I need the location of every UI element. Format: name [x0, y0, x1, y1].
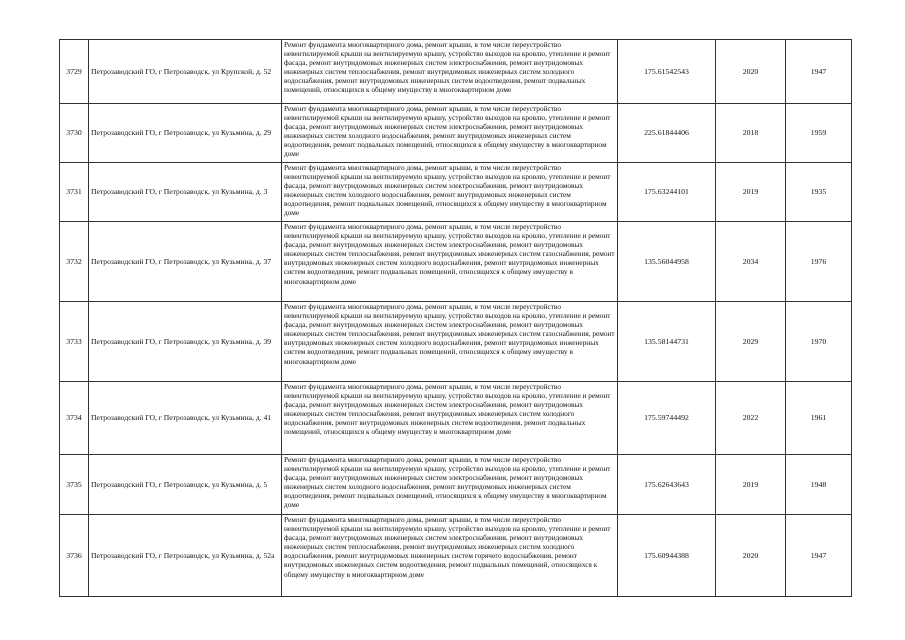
row-number: 3732: [60, 222, 89, 302]
row-number: 3730: [60, 104, 89, 163]
row-number: 3735: [60, 455, 89, 515]
address-cell: Петрозаводский ГО, г Петрозаводск, ул Кузьмина, д. 52а: [89, 515, 282, 597]
row-number: 3731: [60, 163, 89, 222]
capital-repair-table: [59, 39, 852, 597]
repair-year-cell: 2022: [716, 382, 786, 455]
works-cell: Ремонт фундамента многоквартирного дома, ремонт крыши, в том числе переустройство невентилируемой крыши на вентилируемую крышу, устройство выходов на кровлю, утепление и ремонт фасада, ремонт внутридомовых инженерных систем электроснабжения, ремонт внутридомовых инженерных систем холодного водоснабжения, ремонт внутридомовых инженерных систем водоотведения, ремонт подвальных помещений, относящихся к общему имуществу в многоквартирном доме: [282, 455, 618, 515]
repair-year-cell: 2020: [716, 515, 786, 597]
address-cell: Петрозаводский ГО, г Петрозаводск, ул Кузьмина, д. 29: [89, 104, 282, 163]
repair-year-cell: 2034: [716, 222, 786, 302]
built-year-cell: 1947: [786, 515, 852, 597]
address-cell: Петрозаводский ГО, г Петрозаводск, ул Кузьмина, д. 37: [89, 222, 282, 302]
works-cell: Ремонт фундамента многоквартирного дома, ремонт крыши, в том числе переустройство невентилируемой крыши на вентилируемую крышу, устройство выходов на кровлю, утепление и ремонт фасада, ремонт внутридомовых инженерных систем электроснабжения, ремонт внутридомовых инженерных систем теплоснабжения, ремонт внутридомовых инженерных систем холодного водоснабжения, ремонт внутридомовых инженерных систем водоотведения, ремонт подвальных помещений, относящихся к общему имуществу в многоквартирном доме: [282, 40, 618, 104]
cost-cell: 175.63244101: [618, 163, 716, 222]
repair-year-cell: 2019: [716, 163, 786, 222]
built-year-cell: 1961: [786, 382, 852, 455]
built-year-cell: 1959: [786, 104, 852, 163]
address-cell: Петрозаводский ГО, г Петрозаводск, ул Кузьмина, д. 39: [89, 302, 282, 382]
built-year-cell: 1976: [786, 222, 852, 302]
cost-cell: 175.59744492: [618, 382, 716, 455]
repair-year-cell: 2018: [716, 104, 786, 163]
table-body: [60, 40, 852, 597]
table-row: [60, 455, 852, 515]
cost-cell: 135.58144731: [618, 302, 716, 382]
table-row: [60, 302, 852, 382]
table-row: [60, 515, 852, 597]
cost-cell: 135.56044958: [618, 222, 716, 302]
row-number: 3736: [60, 515, 89, 597]
address-cell: Петрозаводский ГО, г Петрозаводск, ул Крупской, д. 52: [89, 40, 282, 104]
works-cell: Ремонт фундамента многоквартирного дома, ремонт крыши, в том числе переустройство невентилируемой крыши на вентилируемую крышу, устройство выходов на кровлю, утепление и ремонт фасада, ремонт внутридомовых инженерных систем электроснабжения, ремонт внутридомовых инженерных систем холодного водоснабжения, ремонт внутридомовых инженерных систем водоотведения, ремонт подвальных помещений, относящихся к общему имуществу в многоквартирном доме: [282, 104, 618, 163]
repair-year-cell: 2020: [716, 40, 786, 104]
built-year-cell: 1935: [786, 163, 852, 222]
built-year-cell: 1948: [786, 455, 852, 515]
table-row: [60, 40, 852, 104]
row-number: 3733: [60, 302, 89, 382]
table-row: [60, 104, 852, 163]
row-number: 3734: [60, 382, 89, 455]
built-year-cell: 1947: [786, 40, 852, 104]
repair-year-cell: 2019: [716, 455, 786, 515]
works-cell: Ремонт фундамента многоквартирного дома, ремонт крыши, в том числе переустройство невентилируемой крыши на вентилируемую крышу, устройство выходов на кровлю, утепление и ремонт фасада, ремонт внутридомовых инженерных систем электроснабжения, ремонт внутридомовых инженерных систем теплоснабжения, ремонт внутридомовых инженерных систем газоснабжения, ремонт внутридомовых инженерных систем холодного водоснабжения, ремонт внутридомовых инженерных систем водоотведения, ремонт подвальных помещений, относящихся к общему имуществу в многоквартирном доме: [282, 222, 618, 302]
works-cell: Ремонт фундамента многоквартирного дома, ремонт крыши, в том числе переустройство невентилируемой крыши на вентилируемую крышу, устройство выходов на кровлю, утепление и ремонт фасада, ремонт внутридомовых инженерных систем электроснабжения, ремонт внутридомовых инженерных систем холодного водоснабжения, ремонт внутридомовых инженерных систем водоотведения, ремонт подвальных помещений, относящихся к общему имуществу в многоквартирном доме: [282, 163, 618, 222]
built-year-cell: 1970: [786, 302, 852, 382]
address-cell: Петрозаводский ГО, г Петрозаводск, ул Кузьмина, д. 3: [89, 163, 282, 222]
works-cell: Ремонт фундамента многоквартирного дома, ремонт крыши, в том числе переустройство невентилируемой крыши на вентилируемую крышу, устройство выходов на кровлю, утепление и ремонт фасада, ремонт внутридомовых инженерных систем электроснабжения, ремонт внутридомовых инженерных систем теплоснабжения, ремонт внутридомовых инженерных систем газоснабжения, ремонт внутридомовых инженерных систем холодного водоснабжения, ремонт внутридомовых инженерных систем водоотведения, ремонт подвальных помещений, относящихся к общему имуществу в многоквартирном доме: [282, 302, 618, 382]
table-row: [60, 382, 852, 455]
cost-cell: 175.61542543: [618, 40, 716, 104]
works-cell: Ремонт фундамента многоквартирного дома, ремонт крыши, в том числе переустройство невентилируемой крыши на вентилируемую крышу, устройство выходов на кровлю, утепление и ремонт фасада, ремонт внутридомовых инженерных систем электроснабжения, ремонт внутридомовых инженерных систем теплоснабжения, ремонт внутридомовых инженерных систем холодного водоснабжения, ремонт внутридомовых инженерных систем водоотведения, ремонт подвальных помещений, относящихся к общему имуществу в многоквартирном доме: [282, 382, 618, 455]
repair-year-cell: 2029: [716, 302, 786, 382]
cost-cell: 175.60944388: [618, 515, 716, 597]
cost-cell: 175.62643643: [618, 455, 716, 515]
address-cell: Петрозаводский ГО, г Петрозаводск, ул Кузьмина, д. 41: [89, 382, 282, 455]
address-cell: Петрозаводский ГО, г Петрозаводск, ул Кузьмина, д. 5: [89, 455, 282, 515]
cost-cell: 225.61844406: [618, 104, 716, 163]
row-number: 3729: [60, 40, 89, 104]
table-row: [60, 222, 852, 302]
works-cell: Ремонт фундамента многоквартирного дома, ремонт крыши, в том числе переустройство невентилируемой крыши на вентилируемую крышу, устройство выходов на кровлю, утепление и ремонт фасада, ремонт внутридомовых инженерных систем электроснабжения, ремонт внутридомовых инженерных систем теплоснабжения, ремонт внутридомовых инженерных систем холодного водоснабжения, ремонт внутридомовых инженерных систем горячего водоснабжения, ремонт внутридомовых инженерных систем водоотведения, ремонт подвальных помещений, относящихся к общему имуществу в многоквартирном доме: [282, 515, 618, 597]
table-row: [60, 163, 852, 222]
